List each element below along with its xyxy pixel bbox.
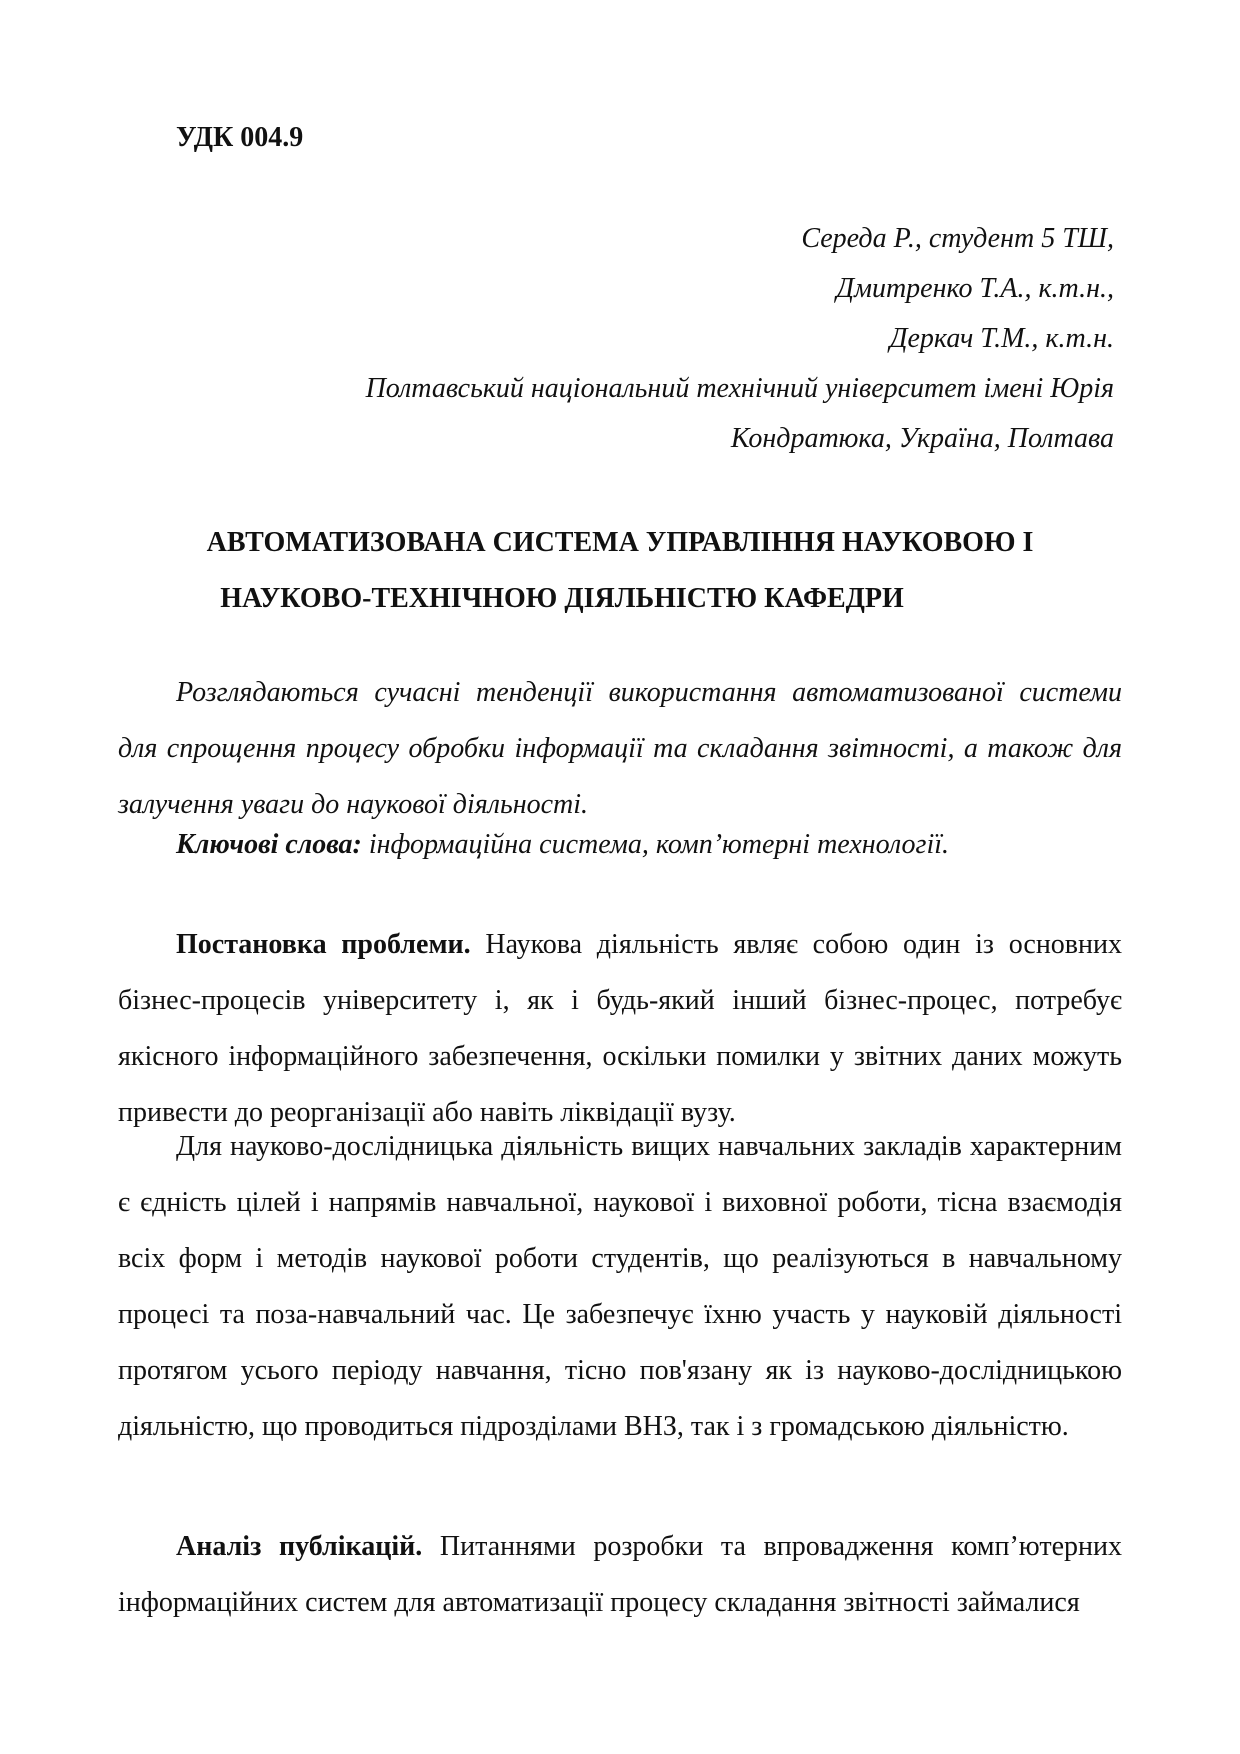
problem-section xyxy=(118,917,1122,1141)
keywords-value: інформаційна система, комп’ютерні технології. xyxy=(361,829,950,860)
author-line: Дмитренко Т.А., к.т.н., xyxy=(836,273,1114,304)
analysis-section xyxy=(118,1519,1122,1631)
body-paragraph xyxy=(118,1119,1122,1455)
author-block xyxy=(300,214,1114,464)
author-line: Деркач Т.М., к.т.н. xyxy=(889,323,1114,354)
analysis-heading: Аналіз публікацій. xyxy=(176,1531,423,1562)
keywords-label: Ключові слова: xyxy=(176,829,362,860)
problem-text: Наукова діяльність являє собою один із основних бізнес-процесів університету і, як і будь-який інший бізнес-процес, потребує якісного інформаційного забезпечення, оскільки помилки у звітних даних можуть привести до реорганізації або навіть ліквідації вузу. xyxy=(118,929,1122,1128)
analysis-text: Питаннями розробки та впровадження комп’ютерних інформаційних систем для автоматизації процесу складання звітності займалися xyxy=(118,1531,1122,1618)
paragraph-text: Для науково-дослідницька діяльність вищих навчальних закладів характерним є єдність цілей і напрямів навчальної, наукової і виховної роботи, тісна взаємодія всіх форм і методів наукової роботи студентів, що реалізуються в навчальному процесі та поза-навчальний час. Це забезпечує їхню участь у науковій діяльності протягом усього періоду навчання, тісно пов'язану як із науково-дослідницькою діяльністю, що проводиться підрозділами ВНЗ, так і з громадською діяльністю. xyxy=(118,1131,1122,1442)
problem-heading: Постановка проблеми. xyxy=(176,929,471,960)
keywords xyxy=(118,817,1122,873)
title-line-2: НАУКОВО-ТЕХНІЧНОЮ ДІЯЛЬНІСТЮ КАФЕДРИ xyxy=(220,583,904,614)
udc-code: УДК 004.9 xyxy=(176,122,304,153)
abstract xyxy=(118,665,1122,833)
affiliation-line: Полтавський національний технічний університет імені Юрія xyxy=(365,373,1114,404)
abstract-text: Розглядаються сучасні тенденції використання автоматизованої системи для спрощення процесу обробки інформації та складання звітності, а також для залучення уваги до наукової діяльності. xyxy=(118,677,1122,820)
affiliation-line: Кондратюка, Україна, Полтава xyxy=(730,423,1114,454)
title-line-1: АВТОМАТИЗОВАНА СИСТЕМА УПРАВЛІННЯ НАУКОВОЮ І xyxy=(206,527,1034,558)
paper-title xyxy=(118,515,1122,627)
author-line: Середа Р., студент 5 ТШ, xyxy=(801,223,1114,254)
